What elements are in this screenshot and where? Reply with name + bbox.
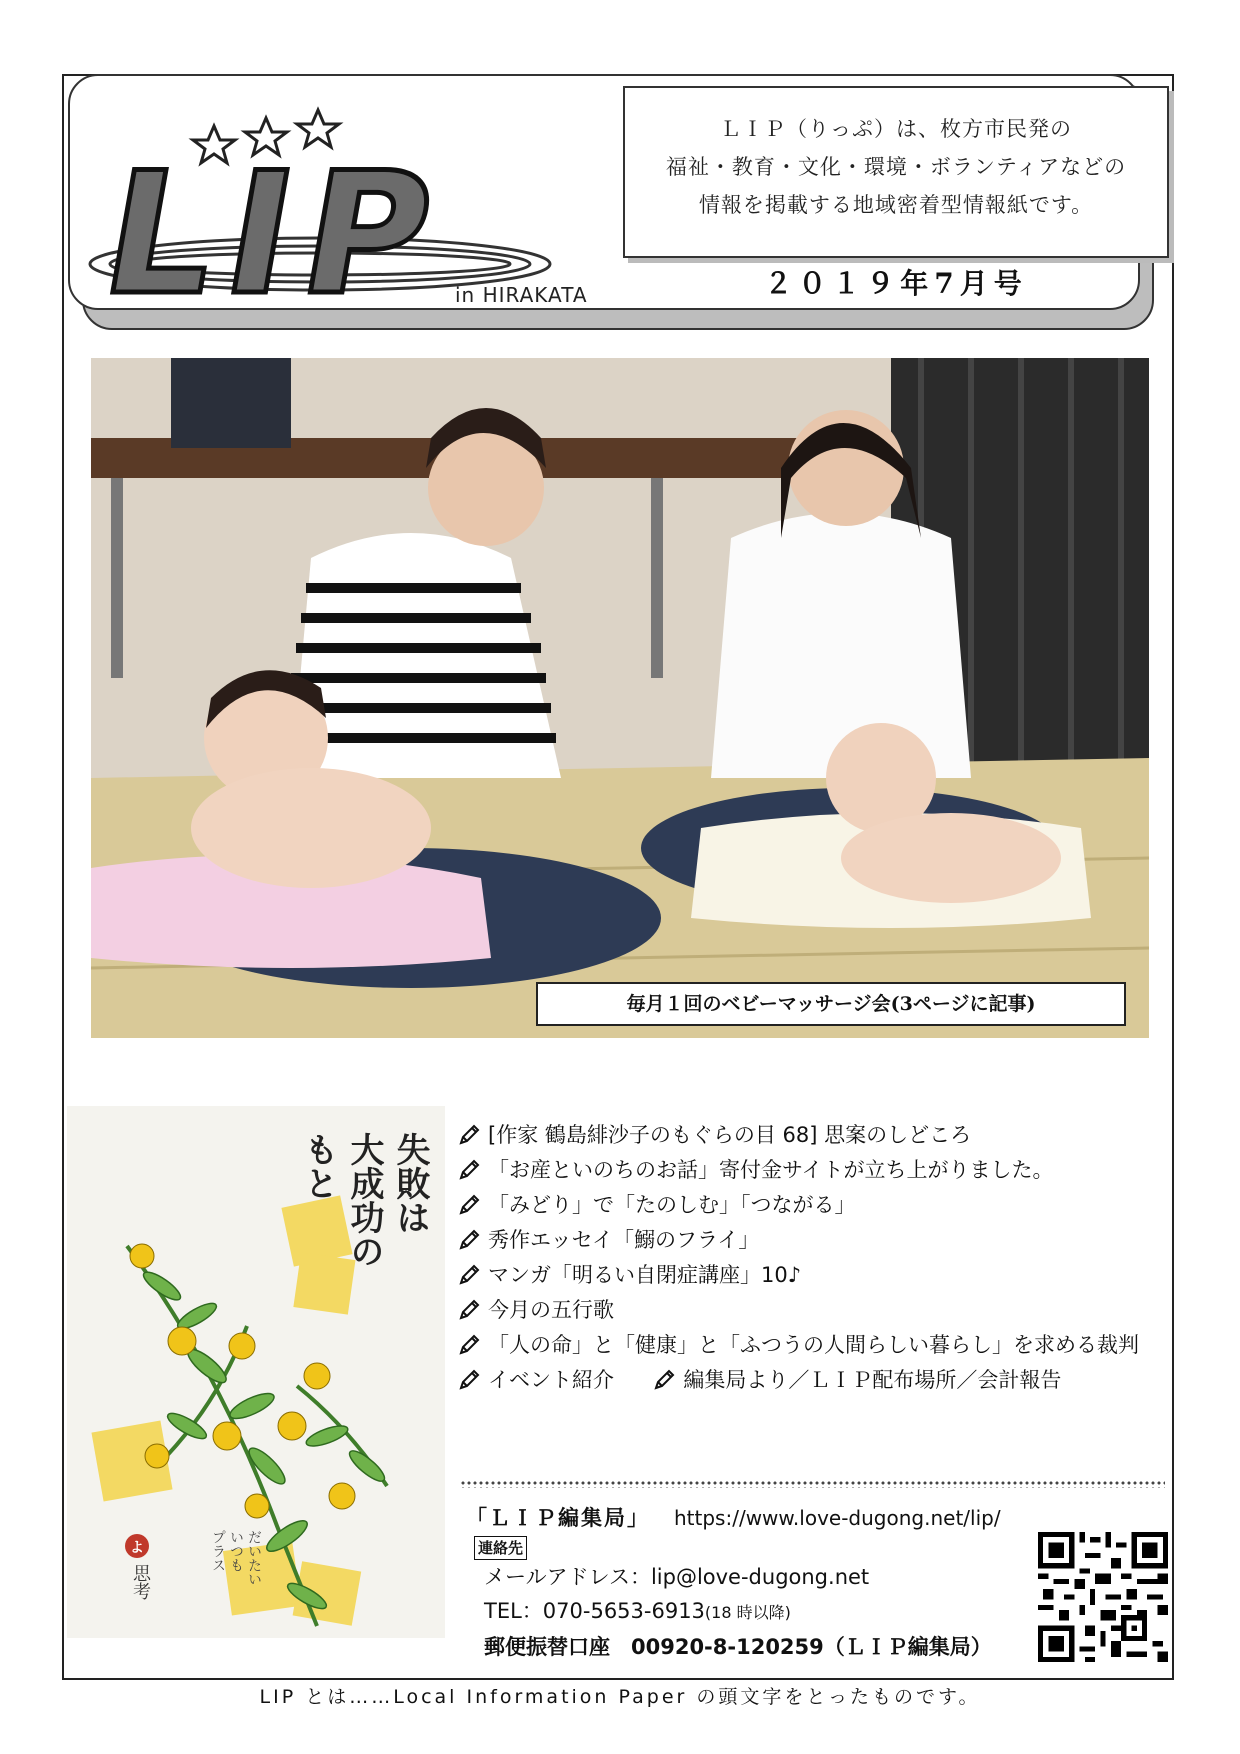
contact-label: 連絡先 — [474, 1536, 527, 1560]
pencil-icon — [458, 1124, 480, 1146]
contents-item-text: [作家 鶴島緋沙子のもぐらの目 68] 思案のしどころ — [488, 1123, 972, 1147]
photo-illustration — [91, 358, 1149, 1038]
issue-date: ２０１９年7月号 — [764, 267, 1028, 300]
contact-tel-note: (18 時以降) — [704, 1603, 791, 1622]
contents-item — [458, 1223, 1168, 1258]
contents-item — [458, 1118, 1168, 1153]
painting-line: 失敗は — [390, 1132, 430, 1234]
intro-line: ＬＩＰ（りっぷ）は、枚方市民発の — [720, 117, 1072, 141]
painting-small-line: だいたい — [246, 1530, 262, 1586]
pencil-icon — [458, 1229, 480, 1251]
office-url[interactable]: https://www.love-dugong.net/lip/ — [674, 1506, 1001, 1530]
pencil-icon — [458, 1299, 480, 1321]
contents-item — [458, 1363, 1168, 1398]
logo-subtitle: in HIRAKATA — [455, 283, 588, 307]
office-line — [466, 1500, 1026, 1536]
contents-item-text: 秀作エッセイ「鰯のフライ」 — [488, 1228, 760, 1252]
painting-line: 大成功の — [344, 1132, 384, 1268]
painting-line: もと — [298, 1132, 338, 1200]
pencil-icon — [458, 1194, 480, 1216]
contents-item — [458, 1258, 1168, 1293]
pencil-icon — [653, 1369, 675, 1391]
contents-item-text: 編集局より／ＬＩＰ配布場所／会計報告 — [683, 1368, 1062, 1392]
logo-text: LIP — [90, 136, 460, 332]
photo-caption: 毎月１回のベビーマッサージ会(3ページに記事) — [536, 982, 1126, 1026]
contents-item — [458, 1328, 1168, 1363]
contact-postal: 郵便振替口座 00920-8-120259（ＬＩＰ編集局） — [484, 1635, 992, 1659]
painting-small-line: いつも — [228, 1530, 244, 1572]
qr-code-icon — [1038, 1532, 1168, 1662]
painting-small-text — [209, 1530, 263, 1586]
intro-box — [623, 86, 1169, 258]
pencil-icon — [458, 1334, 480, 1356]
contents-item-text: 今月の五行歌 — [488, 1298, 614, 1322]
pencil-icon — [458, 1159, 480, 1181]
contents-item-text: 「みどり」で「たのしむ」「つながる」 — [488, 1193, 856, 1217]
footer-note: LIP とは……Local Information Paper の頭文字をとったものです。 — [259, 1686, 981, 1708]
contents-item-text: 「人の命」と「健康」と「ふつうの人間らしい暮らし」を求める裁判 — [488, 1333, 1139, 1357]
painting-signature: 思考 — [130, 1564, 151, 1600]
contact-email: メールアドレス：lip@love-dugong.net — [484, 1565, 870, 1589]
contents-item — [458, 1153, 1168, 1188]
pencil-icon — [458, 1264, 480, 1286]
contents-item-text: マンガ「明るい自閉症講座」10♪ — [488, 1263, 802, 1287]
contents-list — [458, 1118, 1168, 1398]
painting-illustration — [67, 1106, 445, 1638]
dotted-divider — [460, 1480, 1165, 1488]
contact-tel-line — [484, 1594, 1026, 1630]
painting-small-line: プラス — [210, 1530, 226, 1572]
painting-text — [295, 1132, 433, 1268]
intro-line: 情報を掲載する地域密着型情報紙です。 — [698, 193, 1094, 217]
intro-line: 福祉・教育・文化・環境・ボランティアなどの — [665, 155, 1127, 179]
contents-item — [458, 1293, 1168, 1328]
contents-item-text: イベント紹介 — [488, 1368, 614, 1392]
contact-block — [466, 1500, 1026, 1664]
office-name: 「ＬＩＰ編集局」 — [466, 1506, 650, 1530]
cover-photo — [91, 358, 1149, 1038]
contents-item-text: 「お産といのちのお話」寄付金サイトが立ち上がりました。 — [488, 1158, 1054, 1182]
contents-item — [458, 1188, 1168, 1223]
contact-tel: TEL：070-5653-6913 — [484, 1599, 705, 1623]
pencil-icon — [458, 1369, 480, 1391]
painting-seal: よ — [130, 1540, 144, 1556]
